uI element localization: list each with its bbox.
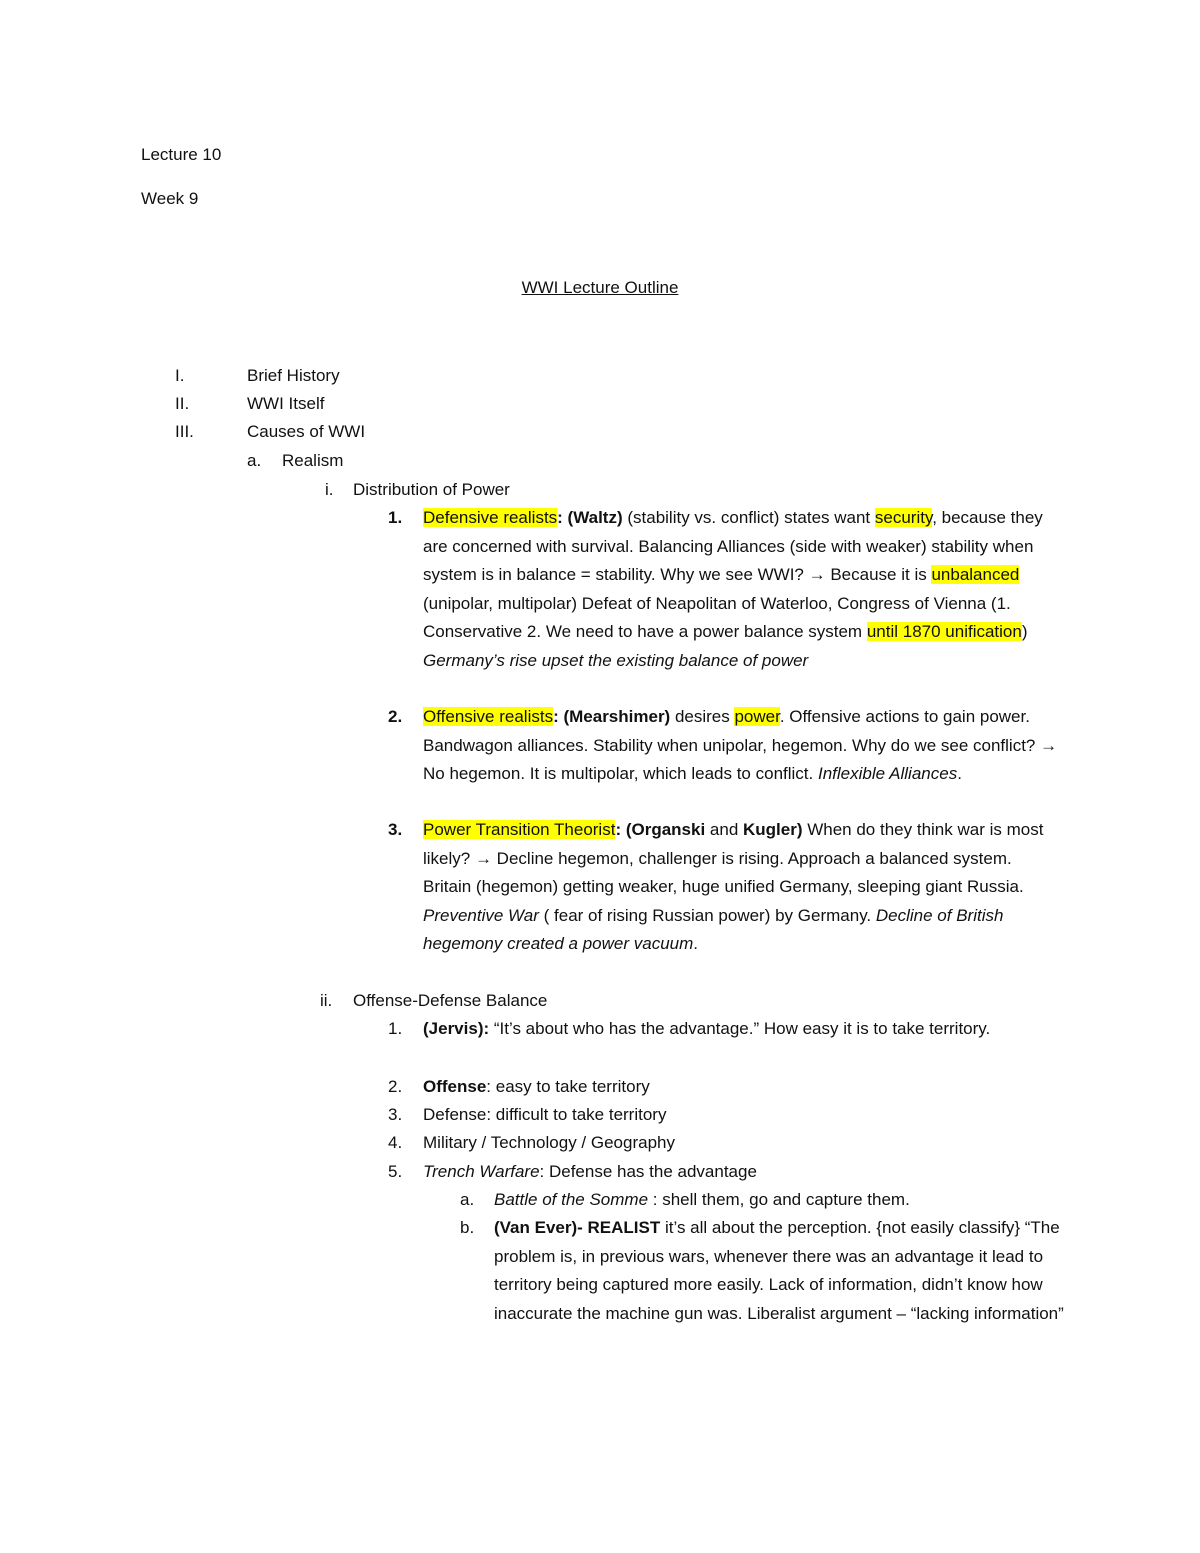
text-run: and: [705, 820, 743, 839]
outline-item-label: Causes of WWI: [247, 422, 366, 441]
highlighted-text: security: [874, 508, 933, 527]
trench-subitem-number: b.: [460, 1218, 475, 1237]
text-run: “It’s about who has the advantage.” How easy it is to take territory.: [489, 1019, 991, 1038]
text-run: . Offensive actions to gain power. Bandwagon alliances. Stability when unipolar, hegemon. Why do we see conflict? → No hegemon. It is multipolar, which leads to conflict.: [423, 707, 1058, 783]
text-run: .: [693, 934, 698, 953]
text-run: ): [1021, 622, 1028, 641]
text-run: (Van Ever)- REALIST: [494, 1218, 661, 1237]
text-run: Military / Technology / Geography: [423, 1133, 675, 1152]
text-run: : easy to take territory: [486, 1077, 650, 1096]
highlighted-text: unbalanced: [931, 565, 1020, 584]
subsection-offense-defense-label: Offense-Defense Balance: [353, 991, 548, 1010]
subsection-distribution-label: Distribution of Power: [353, 480, 510, 499]
balance-item-number: 1.: [388, 1019, 403, 1038]
text-run: Defense: difficult to take territory: [423, 1105, 667, 1124]
outline-item-number: I.: [175, 366, 185, 385]
balance-item: [423, 1073, 1063, 1102]
text-run: : Defense has the advantage: [539, 1162, 757, 1181]
balance-item: [423, 1158, 1063, 1187]
subsection-distribution-number: i.: [325, 480, 334, 499]
theory-item-number: 2.: [388, 707, 403, 726]
outline-item-label: Brief History: [247, 366, 340, 385]
text-run: Offense: [423, 1077, 487, 1096]
subsection-offense-defense-number: ii.: [320, 991, 333, 1010]
text-run: Battle of the Somme: [494, 1190, 649, 1209]
theory-item: [423, 504, 1063, 675]
text-run: (stability vs. conflict) states want: [627, 508, 875, 527]
subsection-realism-label: Realism: [282, 451, 344, 470]
theory-item: [423, 816, 1063, 959]
theory-item-number: 3.: [388, 820, 403, 839]
trench-subitem: [494, 1214, 1064, 1328]
text-run: , because they are concerned with survival. Balancing Alliances (side with weaker) stability when system is in balance = stability. Why we see WWI? → Because it is: [423, 508, 1043, 584]
text-run: desires: [670, 707, 735, 726]
text-run: When do they think war is most likely? → Decline hegemon, challenger is rising. Approach a balanced system. Britain (hegemon) getting weaker, huge unified Germany, sleeping giant Russia.: [423, 820, 1044, 896]
highlighted-text: Power Transition Theorist: [423, 820, 616, 839]
text-run: Inflexible Alliances: [817, 764, 958, 783]
text-run: ( fear of rising Russian power) by Germany.: [538, 905, 876, 925]
highlighted-text: power: [734, 707, 780, 726]
text-run: Germany’s rise upset the existing balance of power: [423, 650, 809, 670]
document-title: [0, 274, 1200, 303]
text-run: : (Waltz): [557, 508, 628, 527]
subsection-realism-number: a.: [247, 451, 262, 470]
text-run: Decline of British hegemony created a power vacuum: [423, 905, 1004, 953]
text-run: (unipolar, multipolar) Defeat of Neapolitan of Waterloo, Congress of Vienna (1. Conservative 2. We need to have a power balance system: [423, 593, 1011, 641]
outline-item-number: II.: [175, 394, 190, 413]
highlighted-text: until 1870 unification: [866, 622, 1022, 641]
balance-item: [423, 1101, 1063, 1130]
text-run: Preventive War: [423, 905, 539, 925]
theory-item: [423, 703, 1063, 789]
trench-subitem: [494, 1186, 1064, 1215]
outline-item-label: WWI Itself: [247, 394, 325, 413]
text-run: : shell them, go and capture them.: [648, 1190, 910, 1209]
text-run: : (Organski: [615, 820, 706, 839]
balance-item-number: 4.: [388, 1133, 403, 1152]
balance-item-number: 3.: [388, 1105, 403, 1124]
balance-item: [423, 1015, 1063, 1044]
highlighted-text: Defensive realists: [423, 508, 558, 527]
theory-item-number: 1.: [388, 508, 403, 527]
text-run: : (Mearshimer): [553, 707, 671, 726]
balance-item-number: 5.: [388, 1162, 403, 1181]
title-text: WWI Lecture Outline: [521, 278, 679, 297]
text-run: it’s all about the perception. {not easily classify} “The problem is, in previous wars, whenever there was an advantage it lead to territory being captured more easily. Lack of information, didn’t know how inaccurate the machine gun was. Liberalist argument – “lacking information”: [494, 1218, 1064, 1323]
balance-item: [423, 1129, 1063, 1158]
text-run: .: [957, 764, 962, 783]
outline-item-number: III.: [175, 422, 194, 441]
balance-item-number: 2.: [388, 1077, 403, 1096]
text-run: Kugler): [743, 820, 803, 839]
lecture-label: Lecture 10: [141, 145, 222, 164]
trench-subitem-number: a.: [460, 1190, 475, 1209]
highlighted-text: Offensive realists: [423, 707, 554, 726]
text-run: Trench Warfare: [423, 1162, 540, 1181]
text-run: (Jervis):: [423, 1019, 490, 1038]
week-label: Week 9: [141, 189, 199, 208]
